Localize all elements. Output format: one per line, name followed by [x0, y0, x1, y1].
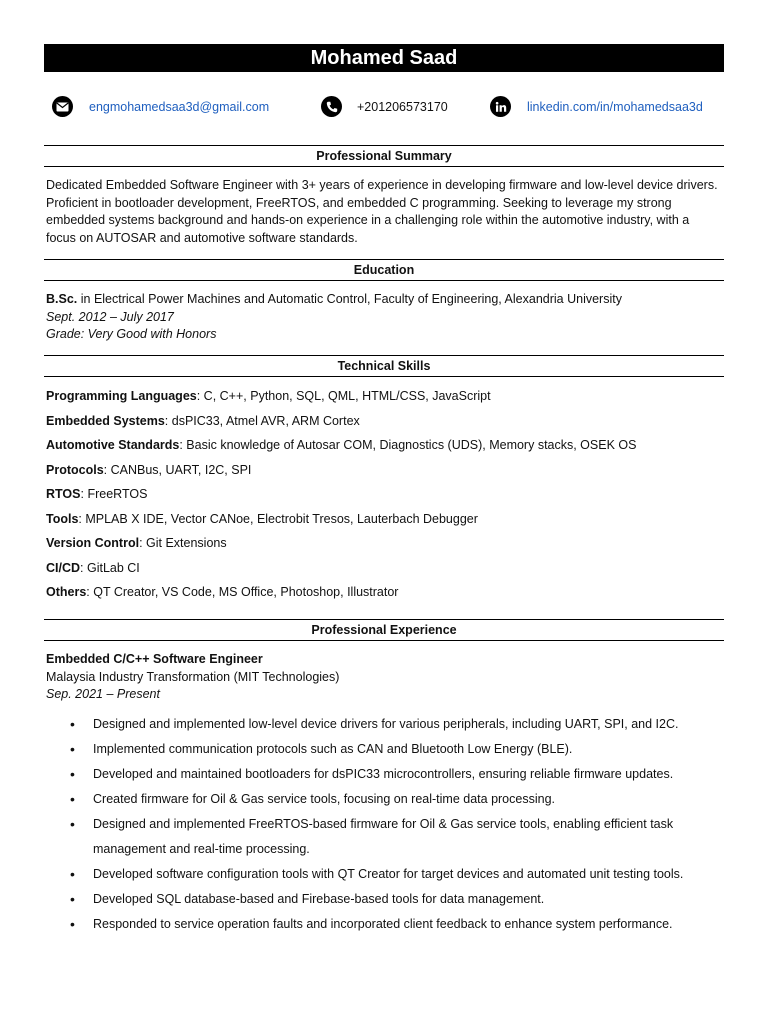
skill-label: RTOS: [46, 487, 81, 501]
skill-row: [46, 582, 636, 607]
skill-label: Automotive Standards: [46, 438, 180, 452]
skill-value: : dsPIC33, Atmel AVR, ARM Cortex: [164, 413, 360, 428]
job-title: Embedded C/C++ Software Engineer: [46, 652, 263, 666]
skill-value: : C, C++, Python, SQL, QML, HTML/CSS, JavaScript: [196, 389, 491, 403]
skill-value: : FreeRTOS: [80, 487, 148, 501]
skill-value: : Git Extensions: [139, 536, 227, 550]
section-header-experience: Professional Experience: [44, 619, 724, 641]
skill-value: : MPLAB X IDE, Vector CANoe, Electrobit Tresos, Lauterbach Debugger: [78, 511, 478, 526]
experience-bullets: [70, 712, 730, 937]
list-item: • Developed SQL database-based and Firebase-based tools for data management.: [70, 887, 730, 912]
candidate-name: Mohamed Saad: [44, 44, 724, 72]
email-link[interactable]: engmohamedsaa3d@gmail.com: [89, 99, 270, 114]
skill-row: [46, 484, 636, 509]
phone-icon: [321, 96, 342, 117]
skill-row: [46, 386, 636, 411]
section-header-summary: Professional Summary: [44, 145, 724, 167]
skill-label: CI/CD: [46, 560, 81, 575]
linkedin-link[interactable]: linkedin.com/in/mohamedsaa3d: [527, 99, 703, 114]
degree-detail: in Electrical Power Machines and Automatic Control, Faculty of Engineering, Alexandria University: [77, 292, 622, 306]
skill-label: Embedded Systems: [46, 413, 165, 428]
skill-row: [46, 558, 636, 583]
skills-list: [46, 386, 636, 607]
section-header-education: Education: [44, 259, 724, 281]
skill-row: [46, 509, 636, 534]
skill-row: [46, 435, 636, 460]
contact-linkedin: [490, 96, 703, 117]
skill-row: [46, 533, 636, 558]
list-item: • Implemented communication protocols such as CAN and Bluetooth Low Energy (BLE).: [70, 737, 730, 762]
skill-value: : GitLab CI: [80, 560, 140, 575]
degree-name: B.Sc.: [46, 292, 78, 306]
skill-value: : CANBus, UART, I2C, SPI: [103, 462, 252, 477]
list-item: • Designed and implemented low-level device drivers for various peripherals, including UART, SPI, and I2C.: [70, 712, 730, 737]
envelope-icon: [52, 96, 73, 117]
education-dates: Sept. 2012 – July 2017: [46, 309, 174, 324]
skill-value: : Basic knowledge of Autosar COM, Diagnostics (UDS), Memory stacks, OSEK OS: [179, 438, 637, 452]
education-degree-line: [46, 291, 722, 309]
skill-row: [46, 411, 636, 436]
linkedin-icon: [490, 96, 511, 117]
list-item: • Developed and maintained bootloaders for dsPIC33 microcontrollers, ensuring reliable firmware updates.: [70, 762, 730, 787]
list-item: • Designed and implemented FreeRTOS-based firmware for Oil & Gas service tools, enabling efficient task management and real-time processing.: [70, 812, 730, 862]
contact-phone: [321, 96, 448, 117]
education-grade: Grade: Very Good with Honors: [46, 327, 217, 342]
skill-row: [46, 460, 636, 485]
skill-label: Protocols: [46, 462, 104, 477]
experience-header: [46, 651, 722, 704]
skill-label: Tools: [46, 511, 79, 526]
contact-email: [52, 96, 269, 117]
list-item: • Responded to service operation faults and incorporated client feedback to enhance system performance.: [70, 912, 730, 937]
job-dates: Sep. 2021 – Present: [46, 687, 160, 702]
list-item: • Developed software configuration tools with QT Creator for target devices and automated unit testing tools.: [70, 862, 730, 887]
skill-label: Programming Languages: [46, 389, 197, 403]
education-block: [46, 291, 722, 344]
skill-label: Others: [46, 585, 87, 599]
list-item: • Created firmware for Oil & Gas service tools, focusing on real-time data processing.: [70, 787, 730, 812]
company-name: Malaysia Industry Transformation (MIT Technologies): [46, 669, 340, 684]
skill-value: : QT Creator, VS Code, MS Office, Photoshop, Illustrator: [86, 585, 399, 599]
summary-text: Dedicated Embedded Software Engineer with 3+ years of experience in developing firmware and low-level device drivers. Proficient in bootloader development, FreeRTOS, and embedded C programming. Seeking to leverage my strong embedded systems background and hands-on experience in a challenging role within the automotive industry, with a focus on AUTOSAR and automotive software standards.: [46, 178, 718, 246]
phone-number: +201206573170: [357, 99, 448, 114]
section-header-skills: Technical Skills: [44, 355, 724, 377]
skill-label: Version Control: [46, 536, 140, 550]
